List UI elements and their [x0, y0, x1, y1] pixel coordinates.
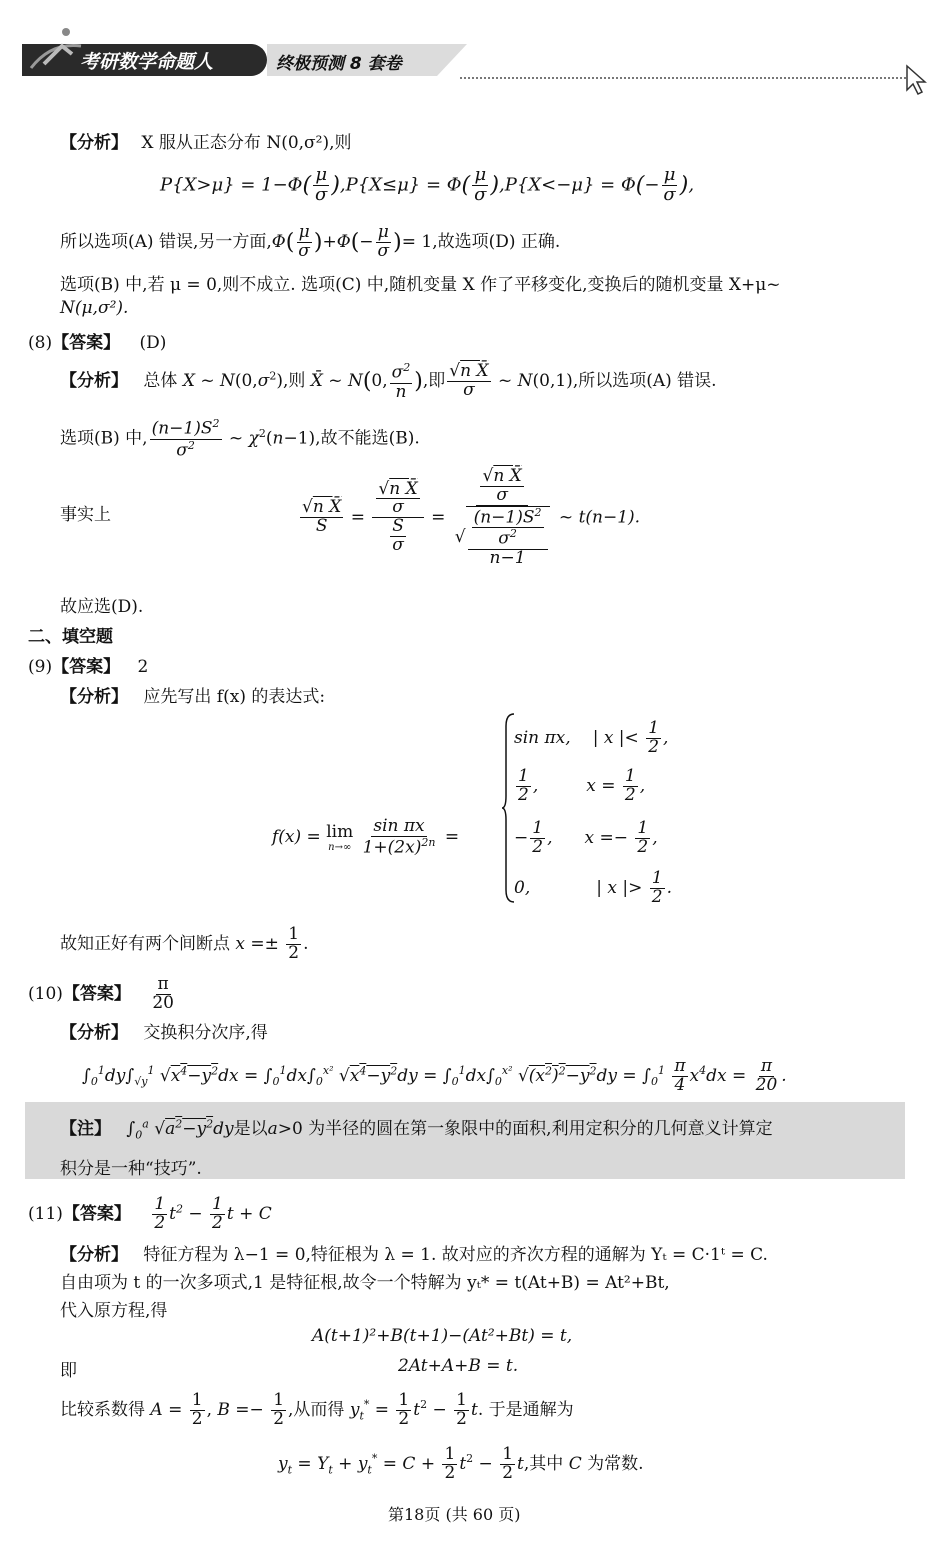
header-left-title: 考研数学命题人	[80, 51, 214, 73]
q9-case-3: − $\frac{1}{2}$ , x =− $\frac{1}{2}$ ,	[514, 818, 658, 857]
q8-option-b: 选项(B) 中, $\frac{(n-1)S^2}{\sigma^2}$ ~ $\chi^2(n-1)$,故不能选(B).	[60, 417, 420, 461]
q10-number: (10)	[28, 983, 63, 1004]
q11-line4: 比较系数得 A = $\frac{1}{2}$ , B =− $\frac{1}{2}$ ,从而得 $y_t^*$ = $\frac{1}{2}$ $t^2$ − $\frac{1}{2}$ t. 于是通解为	[60, 1390, 574, 1429]
q8-fact-label: 事实上	[60, 505, 111, 525]
note-line-1: 【注】 $\int_0^a$ $√a^2-y^2dy$是以a>0 为半径的圆在第一象限中的面积,利用定积分的几何意义计算定	[60, 1117, 773, 1142]
q11-line2: 自由项为 t 的一次多项式,1 是特征根,故令一个特解为 yₜ* = t(At+B) = At²+Bt,	[60, 1273, 670, 1293]
q7-analysis-intro	[60, 128, 352, 153]
q9-analysis: 应先写出 f(x) 的表达式:	[143, 687, 326, 707]
answer-label: 【答案】	[62, 1203, 131, 1224]
runner-logo-icon	[26, 24, 86, 74]
q11-equation-1: A(t+1)²+B(t+1)−(At²+Bt) = t,	[312, 1326, 573, 1346]
q8-conclusion: 故应选(D).	[60, 597, 144, 617]
mouse-pointer-icon	[905, 64, 927, 96]
q7-line4: N(μ,σ²).	[60, 298, 129, 318]
q11-answer-row: (11)【答案】 $\frac{1}{2}$ $t^2$ − $\frac{1}{2}$ t + C	[28, 1194, 272, 1233]
analysis-label: 【分析】	[60, 371, 128, 392]
analysis-label: 【分析】	[60, 1245, 128, 1265]
header-dotted-rule	[460, 77, 910, 79]
q7-line3: 选项(B) 中,若 μ = 0,则不成立. 选项(C) 中,随机变量 X 作了平移变化,变换后的随机变量 X+μ~	[60, 275, 781, 295]
section-2-title: 二、填空题	[28, 627, 113, 647]
note-label: 【注】	[60, 1119, 111, 1139]
q8-fact-equation: $\frac{\text{√n X̄}}{S}$ = $\frac{\frac{\text{√n X̄}}{\sigma}}{\frac{S}{\sigma}}$ = $\frac{\text{√n X̄}}{\sigma}$ √ $\frac{\frac{(n-1)S^2}{\sigma^2}}{n-1}$ ~ t(n−1).	[302, 466, 641, 568]
q9-analysis-row	[60, 682, 325, 707]
q7-line2-suffix: ,故选项(D) 正确.	[432, 231, 561, 252]
analysis-label: 【分析】	[60, 1023, 128, 1043]
q11-number: (11)	[28, 1203, 63, 1224]
q8-analysis-row: 【分析】 总体 X ~ $N(0,\sigma^2)$,则 X̄ ~ N(0, $\frac{\sigma^2}{n}$ ),即 $\frac{\text{√n X̄}}{\sigma}$ ~ N(0,1),所以选项(A) 错误.	[60, 361, 717, 402]
q7-line2: 所以选项(A) 错误,另一方面,Φ( $\frac{\mu}{\sigma}$ )+Φ(− $\frac{\mu}{\sigma}$ )= 1,故选项(D) 正确.	[60, 222, 561, 261]
answer-label: 【答案】	[62, 983, 131, 1004]
q10-integral-equation: $\int_0^1dy\int_{√y}^1$ $√x^4-y^2dx = \int_0^1dx\int_0^{x^2}$ $√x^4-y^2dy = \int_0^1dx\int_0^{x^2}$ $√(x^2)^2-y^2dy = \int_0^1$ $\frac{\pi}{4}$ $x^4dx$ = $\frac{\pi}{20}$ .	[82, 1056, 787, 1095]
q11-equation-2: 2At+A+B = t.	[398, 1356, 519, 1376]
q11-analysis-line1: 特征方程为 λ−1 = 0,特征根为 λ = 1. 故对应的齐次方程的通解为 Yₜ = C·1ᵗ = C.	[143, 1245, 768, 1265]
page-footer: 第18页 (共 60 页)	[388, 1505, 521, 1524]
q11-analysis-row	[60, 1240, 768, 1265]
analysis-label: 【分析】	[60, 133, 128, 153]
q9-limit-expression: f(x) = lim n→∞ $\frac{\text{sin πx}}{1+(2x)^{2n}}$ =	[272, 816, 460, 858]
q9-answer: 2	[137, 657, 149, 677]
q8-number: (8)	[28, 333, 53, 353]
q10-analysis-row	[60, 1018, 268, 1043]
q8-option-b-prefix: 选项(B) 中,	[60, 428, 148, 449]
answer-label: 【答案】	[52, 333, 121, 353]
q11-ji: 即	[60, 1361, 77, 1381]
q11-line3: 代入原方程,得	[60, 1301, 168, 1321]
q9-answer-row	[28, 652, 148, 677]
q7-line2-prefix: 所以选项(A) 错误,另一方面,	[60, 231, 272, 252]
q8-answer-row	[28, 328, 166, 353]
q10-analysis: 交换积分次序,得	[143, 1023, 268, 1043]
q9-conclusion: 故知正好有两个间断点 x =± $\frac{1}{2}$ .	[60, 924, 309, 963]
q8-answer: (D)	[139, 333, 167, 353]
q10-answer-fraction: $\frac{\pi}{20}$	[152, 974, 174, 1013]
analysis-label: 【分析】	[60, 687, 128, 707]
q7-intro-text: X 服从正态分布 N(0,σ²),则	[141, 133, 352, 153]
header-right-title: 终极预测 8 套卷	[276, 54, 402, 74]
q7-probability-line: P{X>μ} = 1−Φ( $\frac{\mu}{\sigma}$ ),P{X≤μ} = Φ( $\frac{\mu}{\sigma}$ ),P{X<−μ} = Φ(− $\frac{\mu}{\sigma}$ ),	[160, 164, 695, 205]
q11-general-solution: $y_t = Y_t + y_t^* = C$ + $\frac{1}{2}$ $t^2$ − $\frac{1}{2}$ t,其中 C 为常数.	[278, 1444, 644, 1483]
q10-answer-row	[28, 976, 178, 1013]
q9-case-2: $\frac{1}{2}$ , x = $\frac{1}{2}$ ,	[518, 766, 646, 805]
q9-case-4: 0, | x |> $\frac{1}{2}$ .	[514, 868, 672, 907]
answer-label: 【答案】	[52, 657, 121, 677]
q9-case-1: sin πx, | x |< $\frac{1}{2}$ ,	[514, 718, 669, 757]
note-line-2: 积分是一种“技巧”.	[60, 1159, 202, 1179]
q9-number: (9)	[28, 657, 53, 677]
